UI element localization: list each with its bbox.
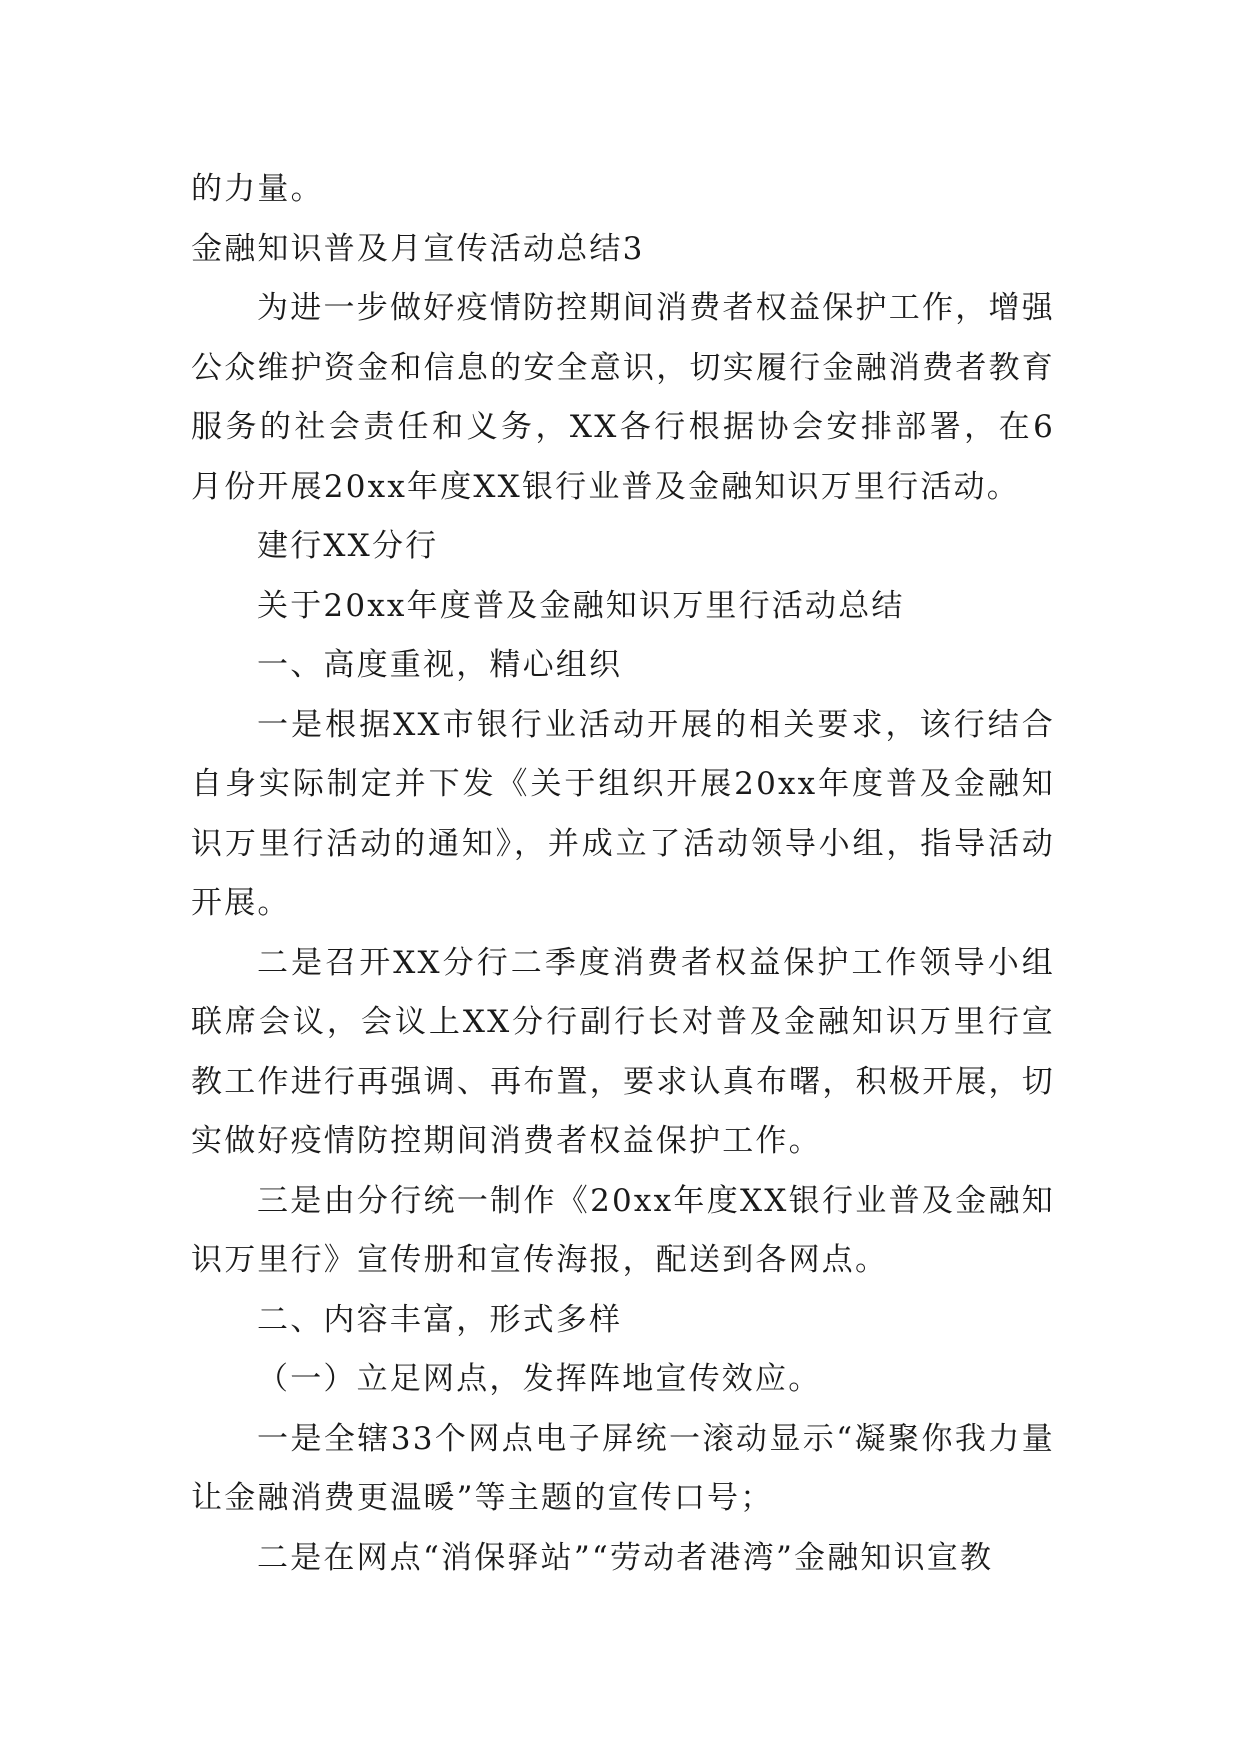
- section-title: 金融知识普及月宣传活动总结3: [191, 230, 645, 267]
- paragraph-stations: 二是在网点“消保驿站”“劳动者港湾”金融知识宣教: [257, 1539, 994, 1576]
- heading-part-one: 一、高度重视，精心组织: [257, 647, 623, 683]
- paragraph-intro: 为进一步做好疫情防控期间消费者权益保护工作，增强公众维护资金和信息的安全意识，切实履行金融消费者教育服务的社会责任和义务，XX各行根据协会安排部署，在6月份开展20xx年度XX银行业普及金融知识万里行活动。: [191, 290, 1055, 505]
- paragraph-point-two: 二是召开XX分行二季度消费者权益保护工作领导小组联席会议，会议上XX分行副行长对普及金融知识万里行宣教工作进行再强调、再布置，要求认真布曙，积极开展，切实做好疫情防控期间消费者权益保护工作。: [191, 944, 1055, 1159]
- document-body: [191, 160, 1055, 1588]
- paragraph-point-one: 一是根据XX市银行业活动开展的相关要求，该行结合自身实际制定并下发《关于组织开展20xx年度普及金融知识万里行活动的通知》，并成立了活动领导小组，指导活动开展。: [191, 706, 1055, 921]
- paragraph-screens: 一是全辖33个网点电子屏统一滚动显示“凝聚你我力量让金融消费更温暖”等主题的宣传口号；: [191, 1420, 1055, 1516]
- paragraph-point-three: 三是由分行统一制作《20xx年度XX银行业普及金融知识万里行》宣传册和宣传海报，配送到各网点。: [191, 1182, 1055, 1278]
- heading-part-two: 二、内容丰富，形式多样: [257, 1301, 623, 1338]
- paragraph-continuation: 的力量。: [191, 171, 324, 207]
- paragraph-branch-name: 建行XX分行: [257, 528, 439, 564]
- paragraph-report-title: 关于20xx年度普及金融知识万里行活动总结: [257, 587, 905, 624]
- subheading-outlets: （一）立足网点，发挥阵地宣传效应。: [257, 1361, 822, 1397]
